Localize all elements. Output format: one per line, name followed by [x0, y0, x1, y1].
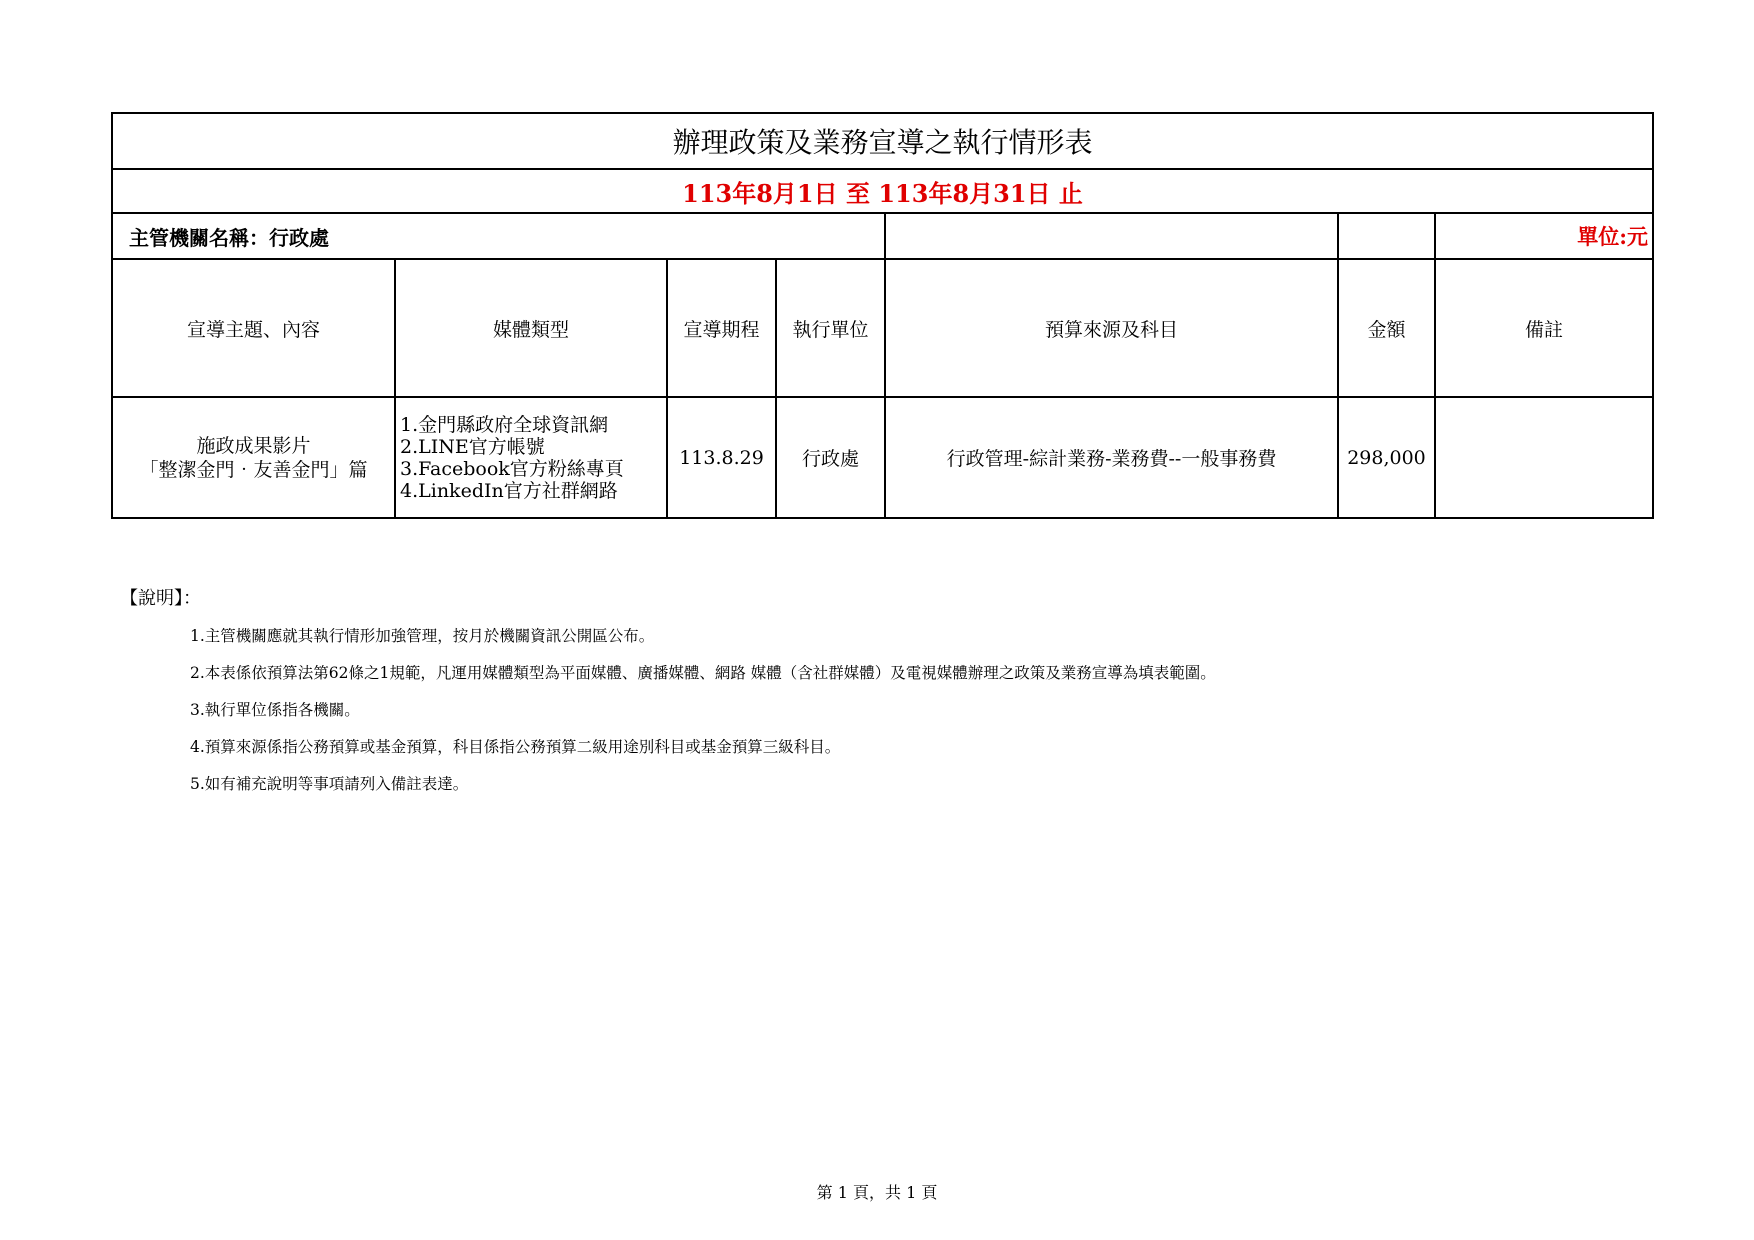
cell-budget: 行政管理-綜計業務-業務費--一般事務費 [885, 397, 1338, 518]
agency-name: 主管機關名稱：行政處 [112, 213, 885, 259]
note-item: 2.本表係依預算法第62條之1規範，凡運用媒體類型為平面媒體、廣播媒體、網路 媒體（含社群媒體）及電視媒體辦理之政策及業務宣導為填表範圍。 [190, 664, 1216, 682]
page-footer: 第 1 頁，共 1 頁 [816, 1183, 938, 1202]
header-remark: 備註 [1435, 259, 1653, 397]
note-item: 1.主管機關應就其執行情形加強管理，按月於機關資訊公開區公布。 [190, 627, 655, 645]
agency-row-blank-budget [885, 213, 1338, 259]
cell-media [395, 397, 667, 518]
cell-topic [112, 397, 395, 518]
cell-executor: 行政處 [776, 397, 885, 518]
report-table [111, 112, 1654, 519]
note-item: 4.預算來源係指公務預算或基金預算，科目係指公務預算二級用途別科目或基金預算三級科目。 [190, 738, 841, 756]
media-item: 2.LINE官方帳號 [400, 435, 545, 458]
header-budget: 預算來源及科目 [885, 259, 1338, 397]
unit-label: 單位:元 [1435, 213, 1653, 259]
note-item: 5.如有補充說明等事項請列入備註表達。 [190, 775, 469, 793]
cell-amount: 298,000 [1338, 397, 1435, 518]
header-topic: 宣導主題、內容 [112, 259, 395, 397]
report-period: 113年8月1日 至 113年8月31日 止 [112, 169, 1653, 213]
header-amount: 金額 [1338, 259, 1435, 397]
note-item: 3.執行單位係指各機關。 [190, 701, 360, 719]
header-schedule: 宣導期程 [667, 259, 776, 397]
header-executor: 執行單位 [776, 259, 885, 397]
header-media: 媒體類型 [395, 259, 667, 397]
topic-line: 「整潔金門‧友善金門」篇 [139, 458, 368, 481]
report-title: 辦理政策及業務宣導之執行情形表 [112, 113, 1653, 169]
media-item: 4.LinkedIn官方社群網路 [400, 479, 618, 502]
cell-schedule: 113.8.29 [667, 397, 776, 518]
table-row [112, 397, 1653, 518]
notes-heading: 【說明】： [120, 588, 201, 609]
topic-line: 施政成果影片 [196, 434, 311, 457]
media-item: 1.金門縣政府全球資訊網 [400, 413, 609, 436]
agency-row-blank-amount [1338, 213, 1435, 259]
cell-remark [1435, 397, 1653, 518]
media-item: 3.Facebook官方粉絲專頁 [400, 457, 624, 480]
